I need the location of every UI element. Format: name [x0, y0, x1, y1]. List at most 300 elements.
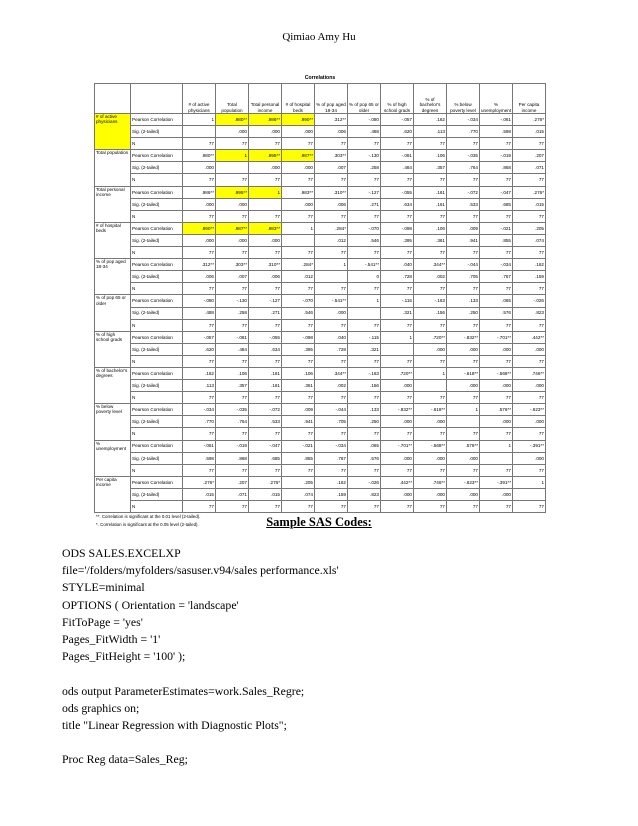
value-cell: 77 — [216, 319, 249, 331]
value-cell: .065 — [480, 295, 513, 307]
value-cell: 77 — [282, 138, 315, 150]
value-cell: 77 — [513, 283, 546, 295]
value-cell: -.021 — [282, 440, 315, 452]
value-cell: .990** — [282, 114, 315, 126]
value-cell: -.057 — [183, 331, 216, 343]
value-cell: 77 — [282, 428, 315, 440]
value-cell: .000 — [249, 162, 282, 174]
value-cell: 77 — [249, 428, 282, 440]
value-cell: -.070 — [348, 222, 381, 234]
value-cell: 77 — [480, 283, 513, 295]
value-cell: .705 — [447, 271, 480, 283]
variable-label: Total personal income — [95, 186, 131, 222]
value-cell: .207 — [513, 150, 546, 162]
table-row — [95, 307, 546, 319]
value-cell: 77 — [480, 392, 513, 404]
correlations-table-block — [94, 73, 546, 529]
value-cell: 77 — [282, 247, 315, 259]
value-cell: .258 — [348, 162, 381, 174]
value-cell: 77 — [315, 501, 348, 513]
value-cell: -.115 — [348, 331, 381, 343]
stat-label: N — [131, 210, 183, 222]
value-cell: .284* — [282, 259, 315, 271]
stat-label: N — [131, 501, 183, 513]
value-cell: .000 — [183, 234, 216, 246]
value-cell: .000 — [249, 126, 282, 138]
value-cell: .002 — [315, 380, 348, 392]
value-cell: .546 — [282, 307, 315, 319]
value-cell: .162 — [315, 476, 348, 488]
value-cell: 77 — [414, 501, 447, 513]
value-cell: 1 — [480, 440, 513, 452]
value-cell: -.034 — [183, 404, 216, 416]
value-cell: .276* — [513, 186, 546, 198]
code-line: ods graphics on; — [62, 700, 140, 715]
value-cell: 1 — [381, 331, 414, 343]
table-row — [95, 150, 546, 162]
value-cell: 77 — [183, 319, 216, 331]
value-cell: .007 — [315, 162, 348, 174]
stat-label: Pearson Correlation — [131, 331, 183, 343]
value-cell: .007 — [216, 271, 249, 283]
value-cell: 77 — [183, 501, 216, 513]
value-cell: .000 — [414, 416, 447, 428]
value-cell: 77 — [216, 464, 249, 476]
value-cell: 77 — [348, 464, 381, 476]
value-cell: 77 — [216, 174, 249, 186]
value-cell: .071 — [513, 162, 546, 174]
value-cell: .207 — [216, 476, 249, 488]
table-row — [95, 114, 546, 126]
value-cell: 77 — [513, 247, 546, 259]
value-cell: 77 — [414, 138, 447, 150]
value-cell: -.047 — [249, 440, 282, 452]
value-cell: .361 — [282, 380, 315, 392]
value-cell — [414, 380, 447, 392]
value-cell: 77 — [414, 464, 447, 476]
table-body — [95, 114, 546, 513]
value-cell: .442** — [381, 476, 414, 488]
stat-label: N — [131, 247, 183, 259]
value-cell: 77 — [513, 501, 546, 513]
value-cell: 77 — [183, 210, 216, 222]
value-cell: 77 — [513, 355, 546, 367]
value-cell: 1 — [183, 114, 216, 126]
value-cell: 77 — [381, 464, 414, 476]
column-header: % of bachelor's degrees — [414, 84, 447, 114]
value-cell: 77 — [183, 247, 216, 259]
value-cell: -.832** — [447, 331, 480, 343]
table-row — [95, 247, 546, 259]
table-row — [95, 392, 546, 404]
value-cell: -.072 — [447, 186, 480, 198]
value-cell — [183, 126, 216, 138]
stat-label: Sig. (2-tailed) — [131, 198, 183, 210]
value-cell: .162 — [414, 114, 447, 126]
value-cell: -.057 — [381, 114, 414, 126]
value-cell: 77 — [315, 247, 348, 259]
value-cell: 77 — [249, 210, 282, 222]
value-cell: 77 — [513, 464, 546, 476]
value-cell: 77 — [183, 464, 216, 476]
value-cell — [249, 198, 282, 210]
value-cell: .620 — [183, 343, 216, 355]
variable-label: # of hospital beds — [95, 222, 131, 258]
stat-label: Pearson Correlation — [131, 404, 183, 416]
value-cell: 0 — [348, 271, 381, 283]
value-cell: 1 — [249, 186, 282, 198]
value-cell: .071 — [216, 488, 249, 500]
table-row — [95, 476, 546, 488]
value-cell — [348, 307, 381, 319]
value-cell: .855 — [480, 234, 513, 246]
stat-label: Sig. (2-tailed) — [131, 452, 183, 464]
value-cell: .000 — [381, 452, 414, 464]
value-cell: .321 — [381, 307, 414, 319]
value-cell: 77 — [381, 210, 414, 222]
value-cell: -.701** — [381, 440, 414, 452]
value-cell: .767 — [315, 452, 348, 464]
value-cell: -.391** — [480, 476, 513, 488]
value-cell: .006 — [183, 271, 216, 283]
value-cell: .156 — [414, 307, 447, 319]
sas-code-block — [62, 545, 622, 768]
value-cell: .000 — [315, 307, 348, 319]
value-cell: .002 — [414, 271, 447, 283]
value-cell: -.026 — [513, 295, 546, 307]
value-cell: .488 — [348, 126, 381, 138]
code-line — [62, 665, 622, 682]
value-cell: -.021 — [480, 222, 513, 234]
value-cell: 77 — [315, 174, 348, 186]
code-line: STYLE=minimal — [62, 580, 145, 595]
value-cell: -.072 — [249, 404, 282, 416]
stat-label: N — [131, 319, 183, 331]
value-cell: .113 — [183, 380, 216, 392]
value-cell: .598 — [480, 126, 513, 138]
value-cell: 77 — [249, 247, 282, 259]
value-cell: .012 — [282, 271, 315, 283]
value-cell: 77 — [315, 392, 348, 404]
value-cell: 77 — [216, 355, 249, 367]
value-cell: .161 — [414, 198, 447, 210]
value-cell: -.127 — [249, 295, 282, 307]
value-cell: .995** — [216, 186, 249, 198]
value-cell: 77 — [414, 174, 447, 186]
variable-label: # of active physicians — [95, 114, 131, 150]
stat-label: N — [131, 174, 183, 186]
code-line: ods output ParameterEstimates=work.Sales_Regre; — [62, 683, 305, 698]
value-cell: 77 — [348, 138, 381, 150]
value-cell: .533 — [249, 416, 282, 428]
value-cell: 77 — [183, 355, 216, 367]
value-cell: 77 — [348, 174, 381, 186]
value-cell: .000 — [282, 198, 315, 210]
value-cell: .303** — [315, 150, 348, 162]
page-header: Qimiao Amy Hu — [282, 31, 356, 43]
value-cell: 77 — [282, 174, 315, 186]
value-cell: .312** — [315, 114, 348, 126]
value-cell: 77 — [447, 283, 480, 295]
value-cell: 77 — [381, 174, 414, 186]
value-cell: 77 — [414, 247, 447, 259]
value-cell: .133 — [447, 295, 480, 307]
value-cell: 77 — [381, 319, 414, 331]
value-cell: .823 — [513, 307, 546, 319]
value-cell: 77 — [282, 319, 315, 331]
value-cell: .250 — [447, 307, 480, 319]
value-cell: -.034 — [447, 114, 480, 126]
value-cell: .764 — [447, 162, 480, 174]
value-cell: 77 — [315, 464, 348, 476]
table-row — [95, 367, 546, 379]
value-cell: .990** — [183, 222, 216, 234]
variable-label: Total population — [95, 150, 131, 186]
value-cell: .980** — [183, 150, 216, 162]
value-cell: .000 — [513, 416, 546, 428]
column-header: Total population — [216, 84, 249, 114]
value-cell: 77 — [348, 392, 381, 404]
value-cell: 77 — [447, 174, 480, 186]
value-cell: .040 — [381, 259, 414, 271]
value-cell: 77 — [216, 210, 249, 222]
value-cell: .720** — [381, 367, 414, 379]
value-cell: .728 — [381, 271, 414, 283]
section-title: Sample SAS Codes: — [266, 515, 372, 529]
value-cell: 77 — [381, 355, 414, 367]
value-cell: -.832** — [381, 404, 414, 416]
table-row — [95, 283, 546, 295]
value-cell: .484 — [216, 343, 249, 355]
value-cell: 77 — [216, 138, 249, 150]
value-cell: .767 — [480, 271, 513, 283]
value-cell: -.568** — [414, 440, 447, 452]
value-cell: 77 — [216, 283, 249, 295]
value-cell: .271 — [249, 307, 282, 319]
value-cell: -.035 — [216, 404, 249, 416]
stat-label: Pearson Correlation — [131, 150, 183, 162]
code-line — [62, 734, 622, 751]
value-cell: 77 — [480, 247, 513, 259]
stat-label: Pearson Correlation — [131, 222, 183, 234]
value-cell: .133 — [348, 404, 381, 416]
value-cell: .764 — [216, 416, 249, 428]
value-cell: 77 — [513, 428, 546, 440]
value-cell: .576** — [480, 404, 513, 416]
value-cell: .310** — [249, 259, 282, 271]
value-cell: 77 — [216, 501, 249, 513]
value-cell: 77 — [480, 319, 513, 331]
value-cell — [216, 162, 249, 174]
value-cell: -.623** — [513, 404, 546, 416]
value-cell: .161 — [249, 380, 282, 392]
value-cell: .000 — [414, 343, 447, 355]
value-cell: 77 — [282, 283, 315, 295]
value-cell: .276* — [183, 476, 216, 488]
value-cell: 77 — [249, 355, 282, 367]
value-cell: 77 — [513, 319, 546, 331]
table-row — [95, 428, 546, 440]
value-cell: .987** — [216, 222, 249, 234]
value-cell: -.130 — [348, 150, 381, 162]
value-cell: .106 — [414, 150, 447, 162]
value-cell: 1 — [513, 476, 546, 488]
table-row — [95, 319, 546, 331]
value-cell: -.080 — [183, 295, 216, 307]
value-cell: .000 — [480, 380, 513, 392]
value-cell: -.618** — [414, 404, 447, 416]
value-cell: 77 — [447, 138, 480, 150]
stat-label: Sig. (2-tailed) — [131, 234, 183, 246]
value-cell: .344** — [315, 367, 348, 379]
value-cell: -.081 — [216, 331, 249, 343]
column-header: # of active physicians — [183, 84, 216, 114]
table-row — [95, 295, 546, 307]
stat-label: N — [131, 355, 183, 367]
stat-label: Sig. (2-tailed) — [131, 380, 183, 392]
value-cell: 77 — [183, 392, 216, 404]
stat-label: Sig. (2-tailed) — [131, 162, 183, 174]
stat-label: Sig. (2-tailed) — [131, 307, 183, 319]
stat-label: Pearson Correlation — [131, 186, 183, 198]
value-cell: .156 — [348, 380, 381, 392]
value-cell: 77 — [249, 501, 282, 513]
value-cell: .162 — [513, 259, 546, 271]
table-row — [95, 186, 546, 198]
value-cell: -.163 — [348, 367, 381, 379]
value-cell: .000 — [249, 234, 282, 246]
value-cell: 77 — [249, 319, 282, 331]
table-row — [95, 355, 546, 367]
table-row — [95, 464, 546, 476]
value-cell: .258 — [216, 307, 249, 319]
value-cell: .106 — [216, 367, 249, 379]
value-cell: -.044 — [447, 259, 480, 271]
value-cell: .000 — [381, 488, 414, 500]
stat-label: N — [131, 283, 183, 295]
value-cell: .983** — [282, 186, 315, 198]
value-cell: .284* — [315, 222, 348, 234]
value-cell: .868 — [480, 162, 513, 174]
table-row — [95, 331, 546, 343]
value-cell: .000 — [216, 126, 249, 138]
value-cell: .357 — [414, 162, 447, 174]
stat-label: Pearson Correlation — [131, 476, 183, 488]
value-cell: 77 — [282, 355, 315, 367]
value-cell: .000 — [216, 198, 249, 210]
value-cell: .009 — [447, 222, 480, 234]
value-cell: .159 — [315, 488, 348, 500]
value-cell: .310** — [315, 186, 348, 198]
value-cell: .000 — [447, 343, 480, 355]
variable-label: % of high school grads — [95, 331, 131, 367]
table-header-row — [95, 84, 546, 114]
value-cell: .074 — [282, 488, 315, 500]
footnote: **. Correlation is significant at the 0.01 level (2-tailed). — [96, 514, 201, 520]
table-row — [95, 501, 546, 513]
value-cell: 77 — [216, 247, 249, 259]
value-cell: 77 — [381, 501, 414, 513]
value-cell: 77 — [381, 392, 414, 404]
table-row — [95, 234, 546, 246]
stat-label: Sig. (2-tailed) — [131, 416, 183, 428]
value-cell: 77 — [315, 355, 348, 367]
value-cell: .855 — [282, 452, 315, 464]
value-cell: .685 — [480, 198, 513, 210]
value-cell: 77 — [480, 355, 513, 367]
value-cell: .162 — [183, 367, 216, 379]
value-cell: 77 — [315, 210, 348, 222]
value-cell: .250 — [348, 416, 381, 428]
value-cell: .113 — [414, 126, 447, 138]
value-cell: 77 — [348, 210, 381, 222]
value-cell: .009 — [282, 404, 315, 416]
value-cell: 77 — [315, 428, 348, 440]
value-cell — [447, 416, 480, 428]
value-cell: 77 — [480, 464, 513, 476]
value-cell: .720** — [414, 331, 447, 343]
value-cell: .823 — [348, 488, 381, 500]
value-cell: .484 — [381, 162, 414, 174]
value-cell: .040 — [315, 331, 348, 343]
variable-label: % of pop aged 18-34 — [95, 259, 131, 295]
value-cell: .987** — [282, 150, 315, 162]
column-header: % unemployment — [480, 84, 513, 114]
value-cell: .344** — [414, 259, 447, 271]
table-row — [95, 162, 546, 174]
value-cell: .012 — [315, 234, 348, 246]
value-cell — [381, 343, 414, 355]
value-cell: 77 — [447, 319, 480, 331]
value-cell: 77 — [381, 428, 414, 440]
stat-label: Sig. (2-tailed) — [131, 488, 183, 500]
value-cell: 77 — [381, 283, 414, 295]
stat-label: Sig. (2-tailed) — [131, 271, 183, 283]
value-cell: 77 — [480, 428, 513, 440]
value-cell: .746** — [513, 367, 546, 379]
value-cell: 77 — [183, 138, 216, 150]
value-cell: 77 — [249, 283, 282, 295]
value-cell: .000 — [414, 488, 447, 500]
value-cell: 1 — [315, 259, 348, 271]
value-cell: 77 — [216, 428, 249, 440]
value-cell: .161 — [249, 367, 282, 379]
value-cell: 77 — [381, 247, 414, 259]
value-cell: -.701** — [480, 331, 513, 343]
value-cell: -.568** — [480, 367, 513, 379]
value-cell: 77 — [414, 283, 447, 295]
value-cell: .015 — [513, 126, 546, 138]
stat-label: Pearson Correlation — [131, 367, 183, 379]
code-line: title "Linear Regression with Diagnostic Plots"; — [62, 717, 287, 732]
table-row — [95, 271, 546, 283]
column-header: % below poverty level — [447, 84, 480, 114]
value-cell: 77 — [282, 392, 315, 404]
value-cell: .000 — [216, 234, 249, 246]
value-cell: .576 — [480, 307, 513, 319]
value-cell: .106 — [414, 222, 447, 234]
code-line: ODS SALES.EXCELXP — [62, 546, 181, 560]
value-cell: .770 — [447, 126, 480, 138]
footnote: *. Correlation is significant at the 0.05 level (2-tailed). — [96, 522, 199, 528]
value-cell: .000 — [513, 380, 546, 392]
value-cell: .205 — [513, 222, 546, 234]
value-cell: .728 — [315, 343, 348, 355]
value-cell: 77 — [480, 501, 513, 513]
value-cell: -.127 — [348, 186, 381, 198]
value-cell: .598 — [183, 452, 216, 464]
stat-label: Sig. (2-tailed) — [131, 343, 183, 355]
